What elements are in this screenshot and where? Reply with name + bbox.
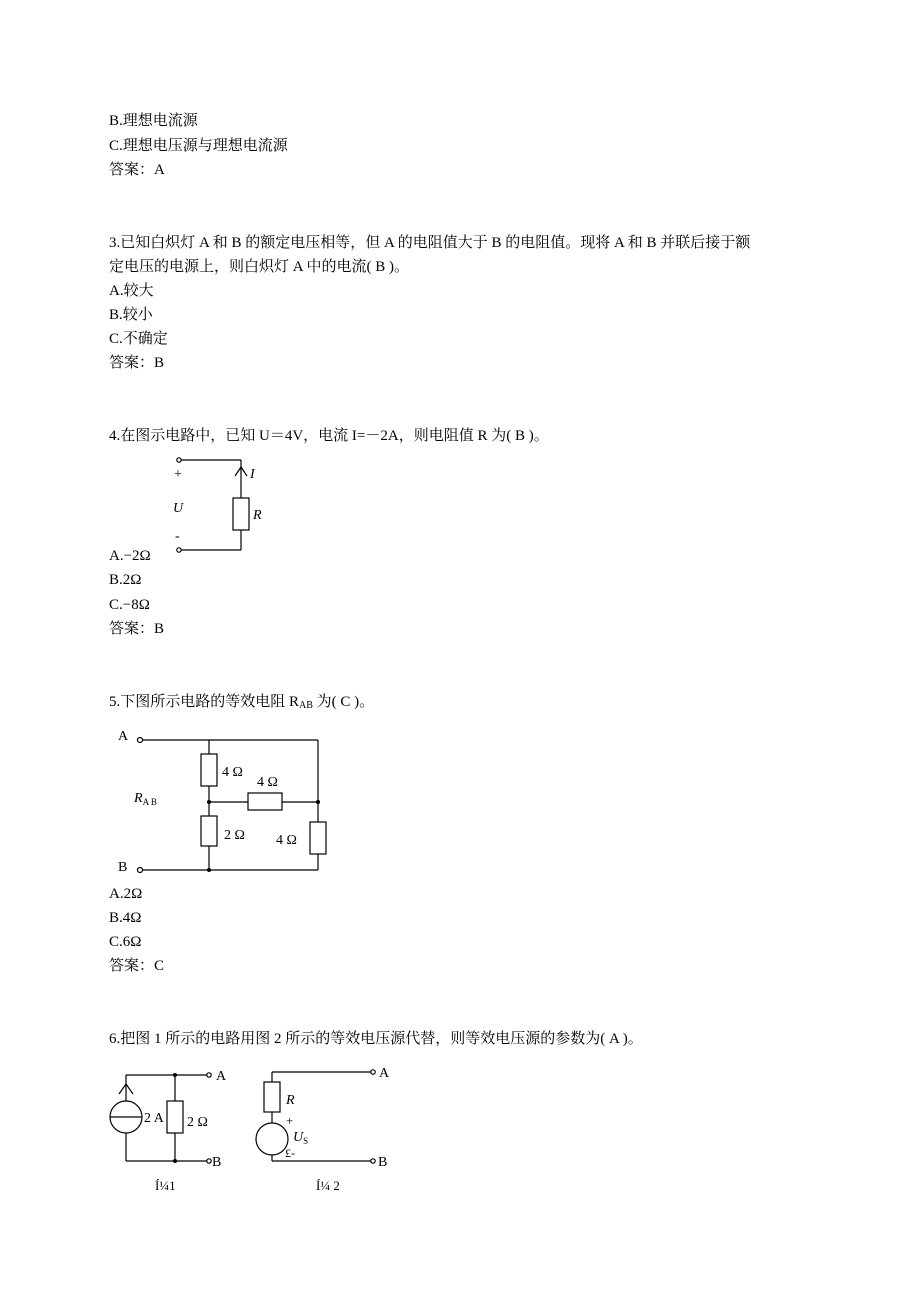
q5-rab-label: [133, 791, 157, 807]
q4-u-label: U: [173, 501, 184, 516]
q4-circuit-diagram: [165, 452, 280, 558]
q5-r1-label: 4 Ω: [222, 765, 243, 780]
q3-option-c: C.不确定: [109, 331, 168, 347]
q5-rab-r: R: [134, 791, 143, 806]
q4-stem: 4.在图示电路中，已知 U＝4V，电流 I=－2A，则电阻值 R 为( B )。: [109, 428, 549, 444]
q6-fig2-plus-label: +: [286, 1113, 294, 1128]
q2-answer: 答案：A: [109, 162, 165, 178]
q5-option-c: C.6Ω: [109, 934, 142, 950]
q5-stem-suffix: 为( C )。: [312, 694, 375, 710]
q5-option-a: A.2Ω: [109, 886, 143, 902]
q6-fig1-source-label: 2 A: [144, 1111, 164, 1126]
q6-fig2-us-label: [293, 1130, 308, 1146]
q4-option-b: B.2Ω: [109, 572, 142, 588]
q5-node-a-label: A: [118, 729, 129, 744]
q5-stem: [109, 692, 374, 716]
q6-fig2-caption: Í¼ 2: [316, 1178, 340, 1192]
q6-fig2-b-label: B: [378, 1155, 388, 1170]
q6-figure-1: [104, 1064, 234, 1194]
q6-fig2-a-label: A: [379, 1066, 390, 1081]
q3-stem-line1: 3.已知白炽灯 A 和 B 的额定电压相等，但 A 的电阻值大于 B 的电阻值。现将 A 和 B 并联后接于额: [109, 235, 751, 251]
q4-option-a: A.−2Ω: [109, 548, 151, 564]
q6-fig2-r-label: R: [286, 1093, 295, 1108]
q4-i-label: I: [250, 467, 255, 482]
q6-fig2-us-sub: S: [303, 1136, 309, 1146]
q4-plus-label: +: [174, 467, 182, 482]
q2-option-c: C.理想电压源与理想电流源: [109, 138, 288, 154]
q6-fig2-us-u: U: [293, 1130, 304, 1145]
q2-option-b: B.理想电流源: [109, 113, 198, 129]
q4-r-label: R: [253, 508, 262, 523]
q3-option-a: A.较大: [109, 283, 154, 299]
q6-fig1-caption: Í¼1: [155, 1178, 176, 1193]
q4-minus-label: -: [175, 529, 180, 544]
q5-r4-label: 4 Ω: [276, 833, 297, 848]
q5-node-b-label: B: [118, 860, 128, 875]
q6-fig1-b-label: B: [212, 1155, 222, 1170]
q5-r2-label: 4 Ω: [257, 775, 278, 790]
q6-fig1-r-label: 2 Ω: [187, 1115, 208, 1130]
q5-r3-label: 2 Ω: [224, 828, 245, 843]
q4-answer: 答案：B: [109, 621, 165, 637]
q3-option-b: B.较小: [109, 307, 153, 323]
q3-stem-line2: 定电压的电源上，则白炽灯 A 中的电流( B )。: [109, 259, 410, 275]
q4-option-c: C.−8Ω: [109, 597, 150, 613]
q5-answer: 答案：C: [109, 958, 165, 974]
q5-stem-prefix: 5.下图所示电路的等效电阻 R: [109, 694, 300, 710]
q5-stem-sub: AB: [299, 700, 313, 711]
q6-stem: 6.把图 1 所示的电路用图 2 所示的等效电压源代替，则等效电压源的参数为( A )。: [109, 1031, 643, 1047]
q6-figure-2: [250, 1060, 400, 1192]
q6-fig2-minus-label: £-: [285, 1146, 295, 1160]
q5-circuit-diagram: [112, 724, 332, 876]
q5-option-b: B.4Ω: [109, 910, 142, 926]
q3-answer: 答案：B: [109, 355, 165, 371]
q6-fig1-a-label: A: [216, 1069, 227, 1084]
q5-rab-sub: A B: [142, 797, 157, 807]
